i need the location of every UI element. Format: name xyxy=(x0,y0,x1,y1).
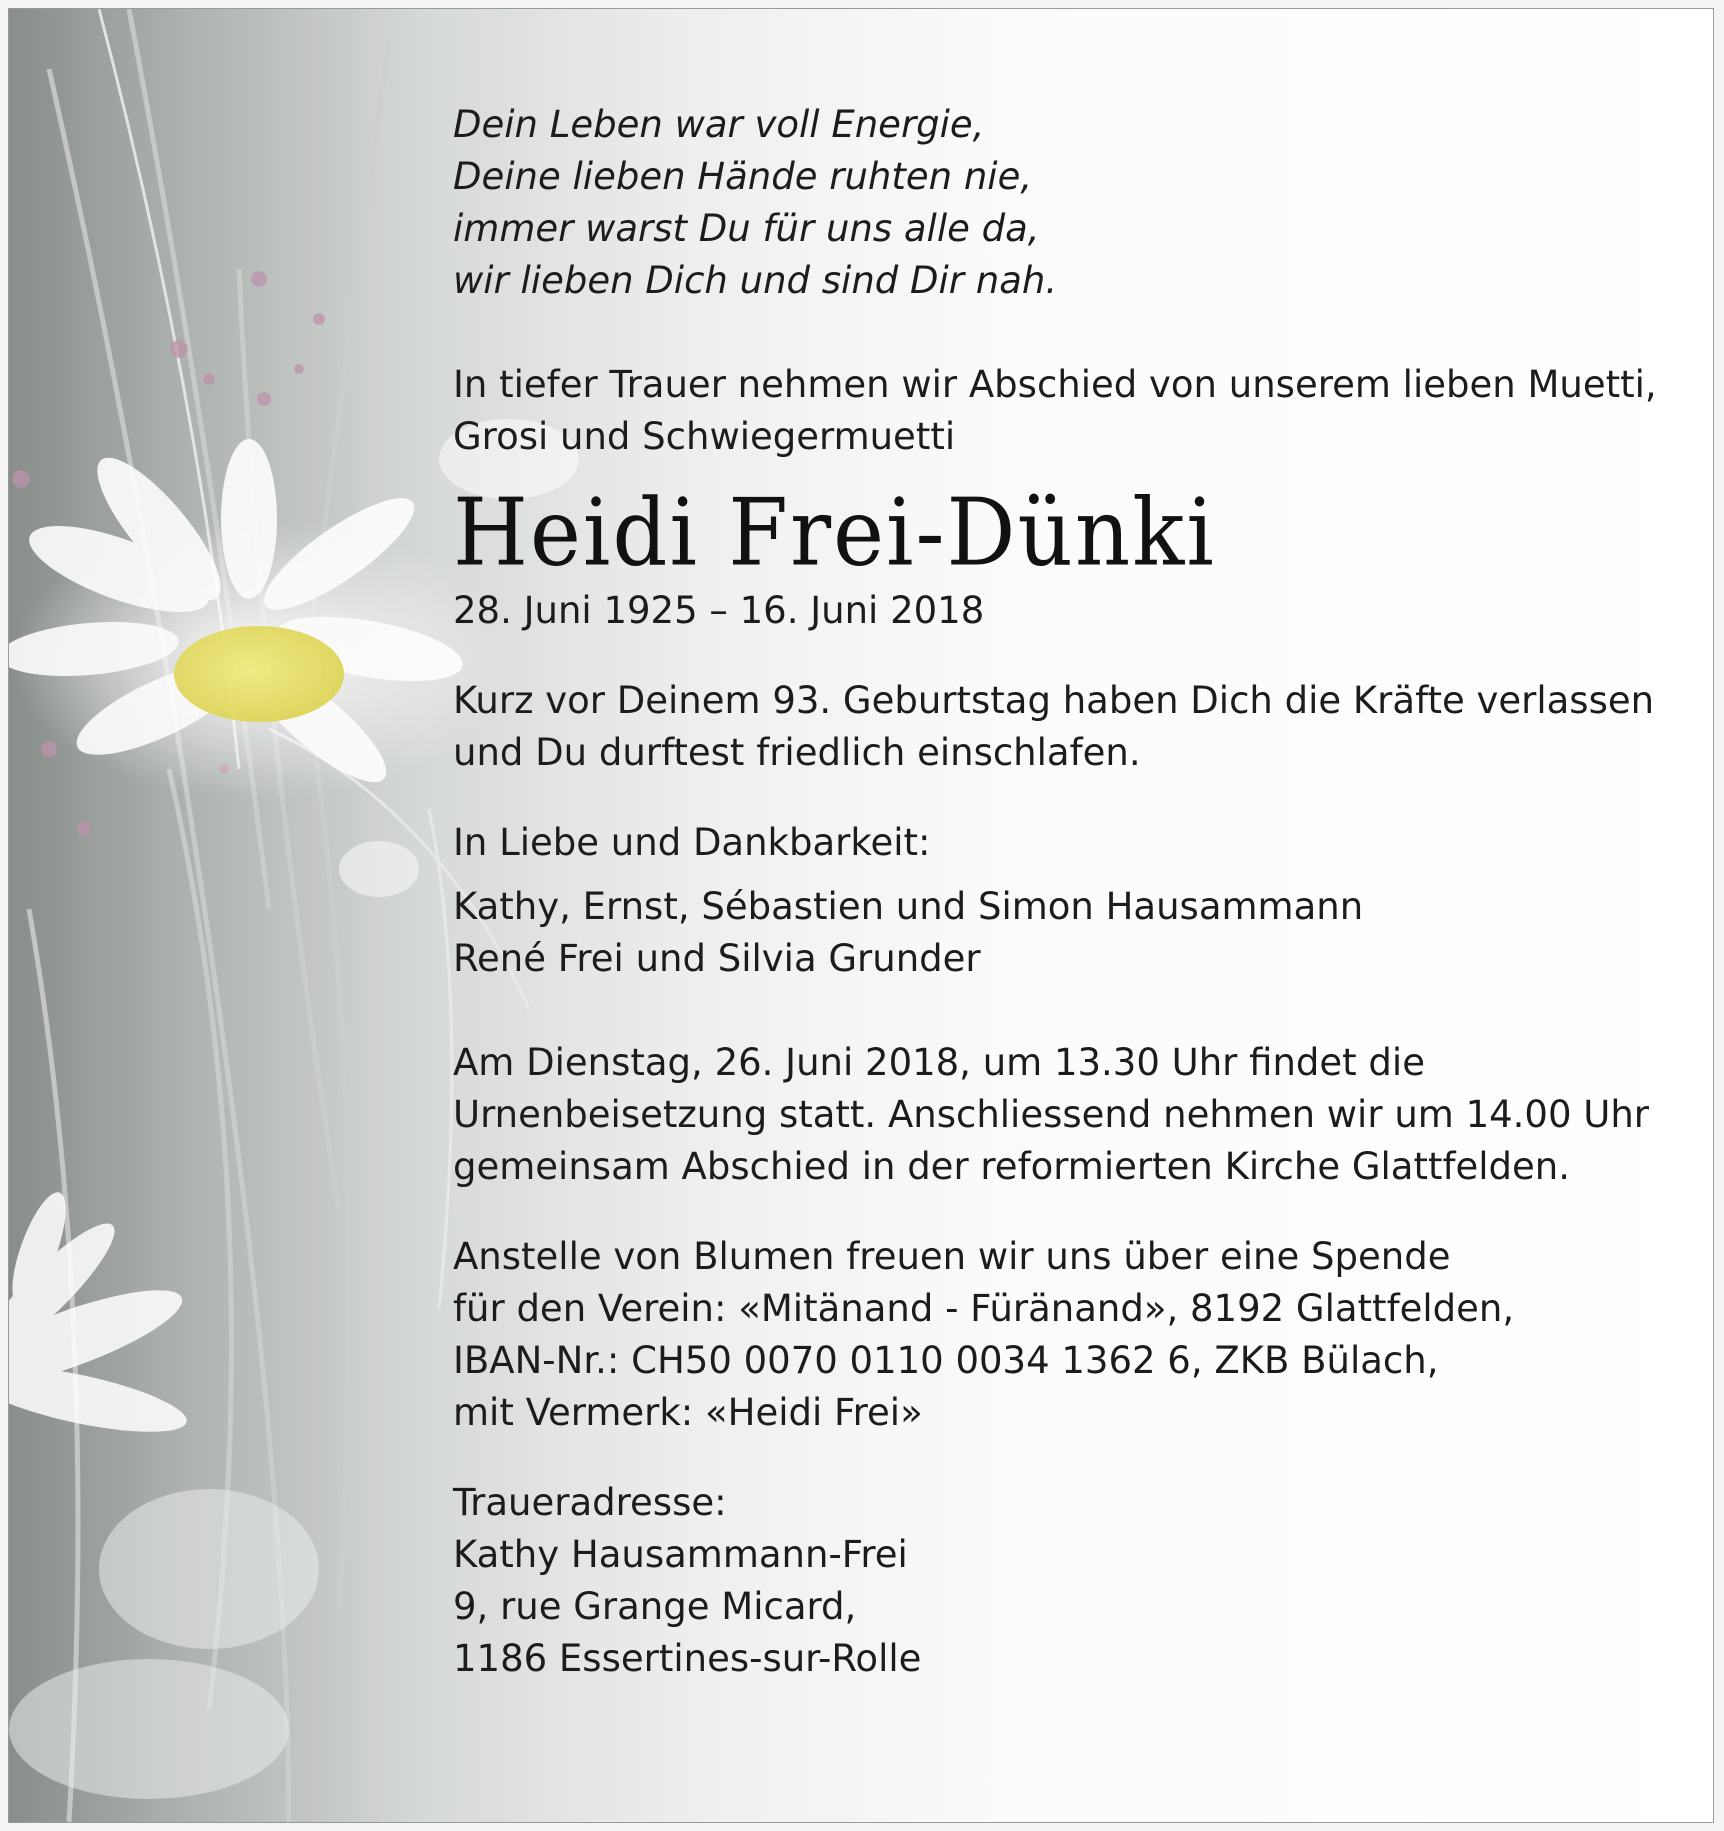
address-line: Kathy Hausammann-Frei xyxy=(453,1533,908,1576)
passing-line: und Du durftest friedlich einschlafen. xyxy=(453,731,1141,774)
ceremony-line: Urnenbeisetzung statt. Anschliessend nehmen wir um 14.00 Uhr xyxy=(453,1093,1649,1136)
poem-line: immer warst Du für uns alle da, xyxy=(453,207,1040,250)
poem-line: Dein Leben war voll Energie, xyxy=(453,103,985,146)
poem xyxy=(453,99,1633,307)
passing-line: Kurz vor Deinem 93. Geburtstag haben Dich die Kräfte verlassen xyxy=(453,679,1655,722)
address-line: 1186 Essertines-sur-Rolle xyxy=(453,1637,922,1680)
life-dates: 28. Juni 1925 – 16. Juni 2018 xyxy=(453,589,985,632)
family-section xyxy=(453,817,1633,985)
family-heading: In Liebe und Dankbarkeit: xyxy=(453,821,931,864)
intro-line: Grosi und Schwiegermuetti xyxy=(453,415,956,458)
address-line: 9, rue Grange Micard, xyxy=(453,1585,857,1628)
donation-line: mit Vermerk: «Heidi Frei» xyxy=(453,1391,923,1434)
intro-line: In tiefer Trauer nehmen wir Abschied von unserem lieben Muetti, xyxy=(453,363,1657,406)
poem-line: wir lieben Dich und sind Dir nah. xyxy=(453,259,1058,302)
family-line: Kathy, Ernst, Sébastien und Simon Hausammann xyxy=(453,885,1364,928)
address-heading: Traueradresse: xyxy=(453,1481,727,1524)
donation-line: IBAN-Nr.: CH50 0070 0110 0034 1362 6, ZKB Bülach, xyxy=(453,1339,1439,1382)
family-line: René Frei und Silvia Grunder xyxy=(453,937,981,980)
donation-line: Anstelle von Blumen freuen wir uns über eine Spende xyxy=(453,1235,1451,1278)
ceremony-info xyxy=(453,1037,1649,1193)
mourning-address xyxy=(453,1477,1633,1685)
poem-line: Deine lieben Hände ruhten nie, xyxy=(453,155,1033,198)
deceased-name: Heidi Frei-Dünki xyxy=(453,479,1216,587)
donation-info xyxy=(453,1231,1633,1439)
obituary-card xyxy=(8,8,1714,1823)
donation-line: für den Verein: «Mitänand - Füränand», 8192 Glattfelden, xyxy=(453,1287,1515,1330)
intro xyxy=(453,359,1657,463)
passing-notice xyxy=(453,675,1655,779)
ceremony-line: gemeinsam Abschied in der reformierten Kirche Glattfelden. xyxy=(453,1145,1571,1188)
ceremony-line: Am Dienstag, 26. Juni 2018, um 13.30 Uhr findet die xyxy=(453,1041,1425,1084)
obituary-text xyxy=(453,99,1657,1685)
